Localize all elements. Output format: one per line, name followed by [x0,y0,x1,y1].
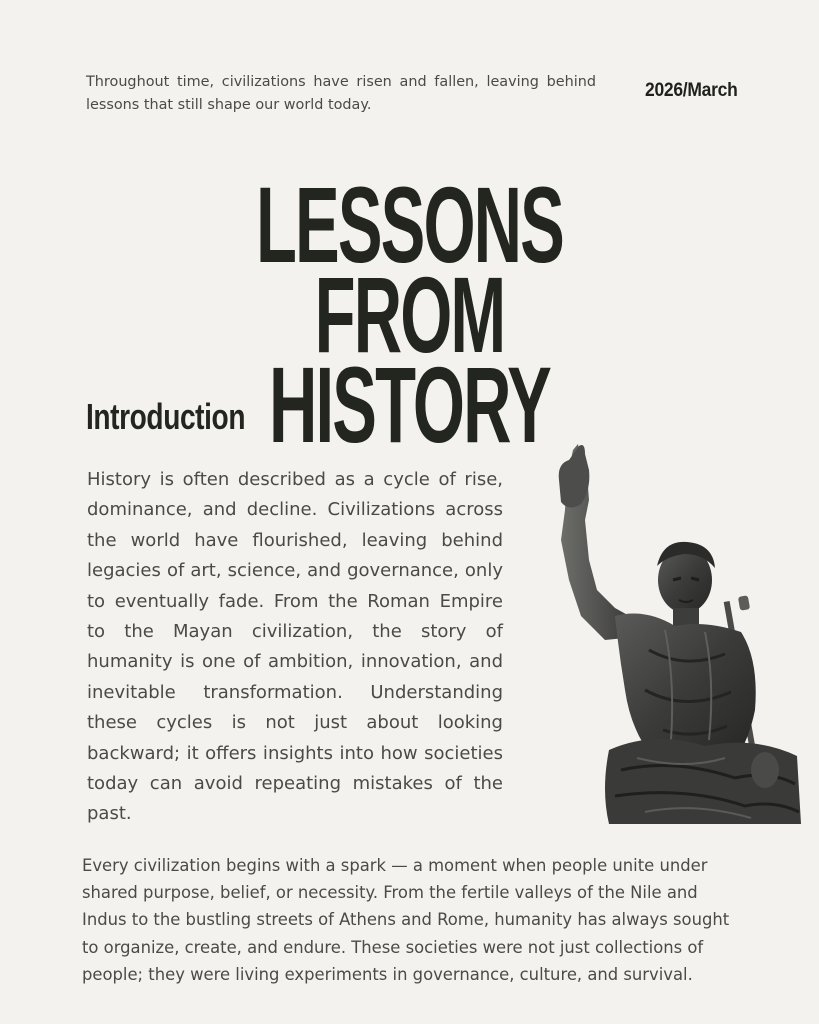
roman-statue-image [545,440,805,830]
issue-date: 2026/March [645,80,738,101]
intro-blurb: Throughout time, civilizations have risen and fallen, leaving behind lessons that still shape our world today. [86,74,596,113]
torso-shape [615,614,756,760]
section-heading: Introduction [86,396,246,437]
introduction-text: History is often described as a cycle of rise, dominance, and decline. Civilizations across the world have flourished, leaving behind legacies of art, science, and governance, only to eventually fade. From the Roman Empire to the Mayan civilization, the story of humanity is one of ambition, innovation, and inevitable transformation. Understanding these cycles is not just about looking backward; it offers insights into how societies today can avoid repeating mistakes of the past. [87,469,503,825]
page-title-line-2: HISTORY [269,344,550,465]
head-shape [657,542,715,630]
page-title-line-1: LESSONS FROM [256,164,563,375]
body-paragraph: Every civilization begins with a spark — a moment when people unite under shared purpose, belief, or necessity. From the fertile valleys of the Nile and Indus to the bustling streets of Athens and Rome, humanity has always sought to organize, create, and endure. These societies were not just collections of people; they were living experiments in governance, culture, and survival. [82,856,730,984]
hand-shape [751,752,779,788]
